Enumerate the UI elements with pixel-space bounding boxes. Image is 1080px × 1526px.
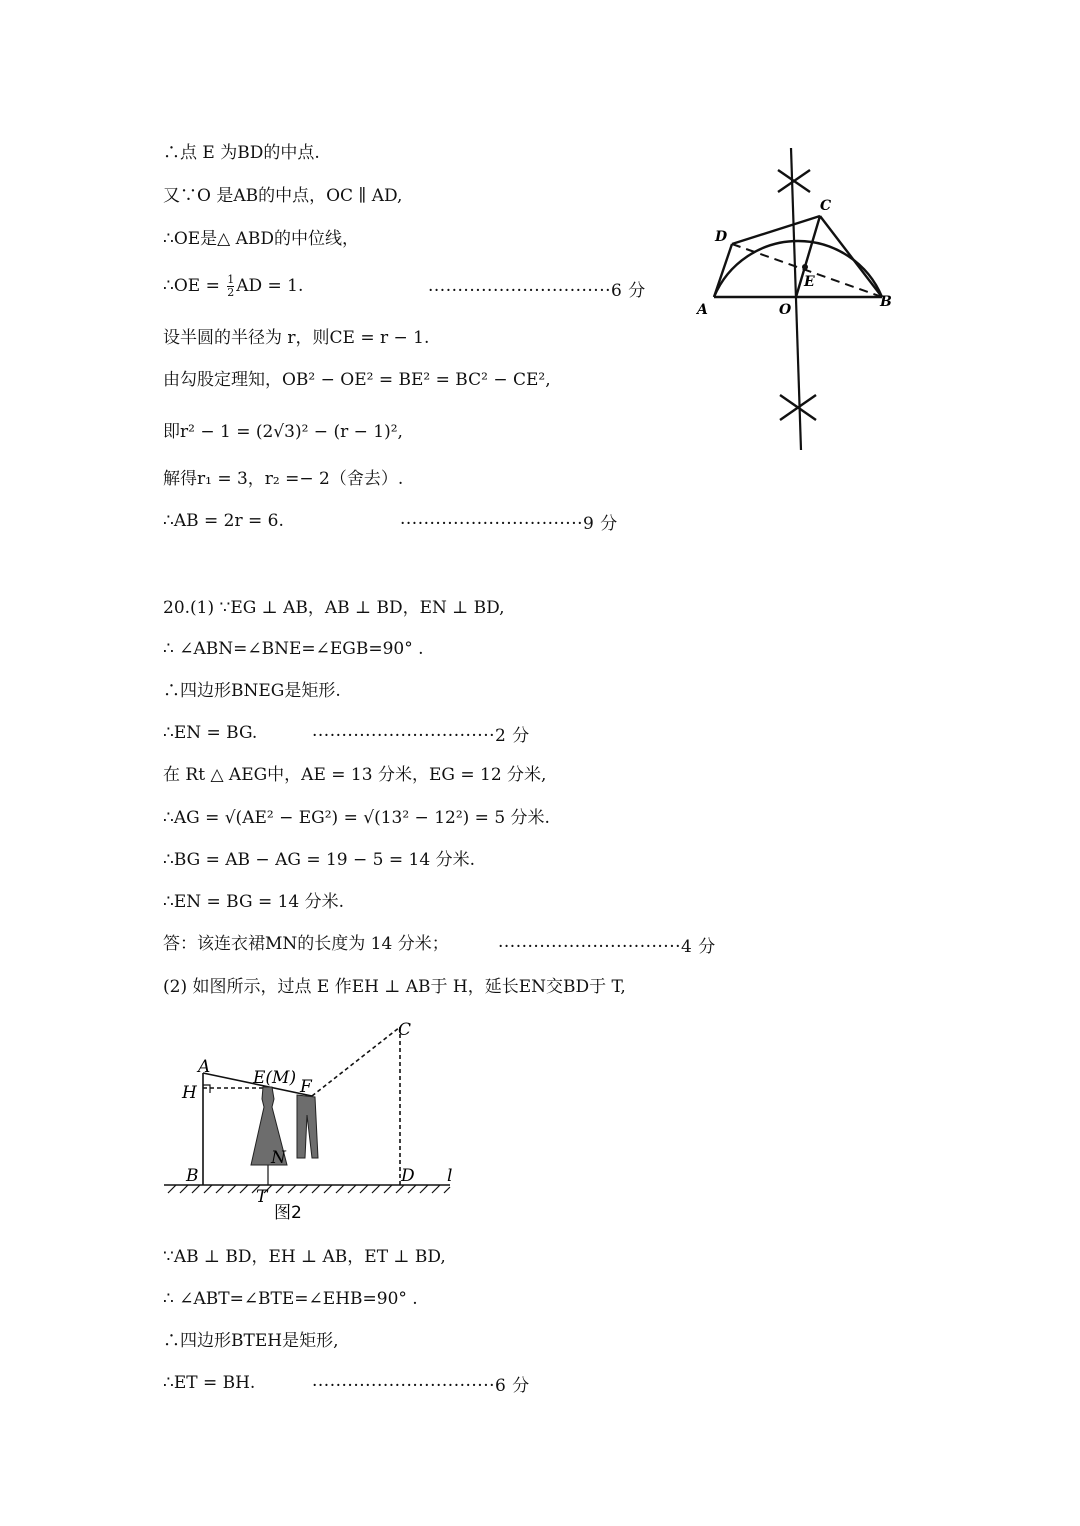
line-solution: 解得r₁ = 3，r₂ =− 2（舍去）. xyxy=(163,469,404,489)
segment-dc xyxy=(732,216,820,244)
line-o-midpoint: 又∵O 是AB的中点，OC ∥ AD, xyxy=(163,186,403,206)
line-q20-angles2: ∴ ∠ABT=∠BTE=∠EHB=90° . xyxy=(163,1289,418,1309)
line-q20-part2: (2) 如图所示，过点 E 作EH ⊥ AB于 H，延长EN交BD于 T, xyxy=(163,977,626,997)
line-oe-midline: ∴OE是△ ABD的中位线， xyxy=(163,229,360,249)
line-q20-given2: ∵AB ⊥ BD，EH ⊥ AB，ET ⊥ BD, xyxy=(163,1247,446,1267)
oe-lhs: ∴OE = xyxy=(163,276,226,296)
label2-em: E(M) xyxy=(253,1068,297,1088)
line-q20-en-bg: ∴EN = BG. xyxy=(163,723,258,743)
label2-l: l xyxy=(447,1166,453,1186)
score-4: ·······························4 分 xyxy=(498,937,716,957)
label2-t: T xyxy=(256,1187,268,1207)
label2-d: D xyxy=(401,1166,415,1186)
line-q20-rectangle: ∴四边形BNEG是矩形. xyxy=(163,681,341,701)
score-6-b: ·······························6 分 xyxy=(312,1376,530,1396)
oe-rhs: AD = 1. xyxy=(236,276,304,296)
label-e: E xyxy=(804,274,815,290)
score-2: ·······························2 分 xyxy=(312,726,530,746)
line-q20-et-bh: ∴ET = BH. xyxy=(163,1373,256,1393)
line-radius: 设半圆的半径为 r，则CE = r − 1. xyxy=(163,328,430,348)
label2-c: C xyxy=(398,1020,412,1040)
figure-clothesline xyxy=(160,1015,470,1230)
label-c: C xyxy=(820,198,832,214)
line-equation: 即r² − 1 = (2√3)² − (r − 1)², xyxy=(163,422,403,442)
pants-shape xyxy=(297,1095,318,1158)
label2-h: H xyxy=(182,1083,197,1103)
label-a: A xyxy=(697,302,708,318)
line-q20-ag: ∴AG = √(AE² − EG²) = √(13² − 12²) = 5 分米. xyxy=(163,808,550,828)
label-o: O xyxy=(779,302,792,318)
fraction-half: $\frac{1}{2}$ xyxy=(227,273,235,299)
line-pythagoras: 由勾股定理知，OB² − OE² = BE² = BC² − CE², xyxy=(163,370,551,390)
line-q20-en: ∴EN = BG = 14 分米. xyxy=(163,892,345,912)
line-ab-result: ∴AB = 2r = 6. xyxy=(163,511,284,531)
figure-semicircle xyxy=(690,140,920,460)
score-9: ·······························9 分 xyxy=(400,514,618,534)
line-q20-given: 20.(1) ∵EG ⊥ AB，AB ⊥ BD，EN ⊥ BD, xyxy=(163,598,505,618)
label2-f: F xyxy=(300,1077,312,1097)
label2-b: B xyxy=(186,1166,199,1186)
score-6-a: ·······························6 分 xyxy=(428,281,646,301)
label-b: B xyxy=(880,294,892,310)
line-oe-value xyxy=(163,274,303,299)
line-q20-bg: ∴BG = AB − AG = 19 − 5 = 14 分米. xyxy=(163,850,475,870)
rope-fc xyxy=(312,1027,400,1096)
label2-a: A xyxy=(198,1057,211,1077)
line-q20-angles: ∴ ∠ABN=∠BNE=∠EGB=90° . xyxy=(163,639,424,659)
segment-cb xyxy=(820,216,882,297)
point-e xyxy=(802,264,808,270)
line-q20-answer: 答：该连衣裙MN的长度为 14 分米； xyxy=(163,934,449,954)
line-q20-rectangle2: ∴四边形BTEH是矩形, xyxy=(163,1331,339,1351)
label-d: D xyxy=(715,229,728,245)
line-q20-triangle: 在 Rt △ AEG中，AE = 13 分米，EG = 12 分米, xyxy=(163,765,547,785)
label2-n: N xyxy=(271,1148,286,1168)
figure2-caption: 图2 xyxy=(274,1203,302,1223)
line-e-midpoint: ∴点 E 为BD的中点. xyxy=(163,143,320,163)
